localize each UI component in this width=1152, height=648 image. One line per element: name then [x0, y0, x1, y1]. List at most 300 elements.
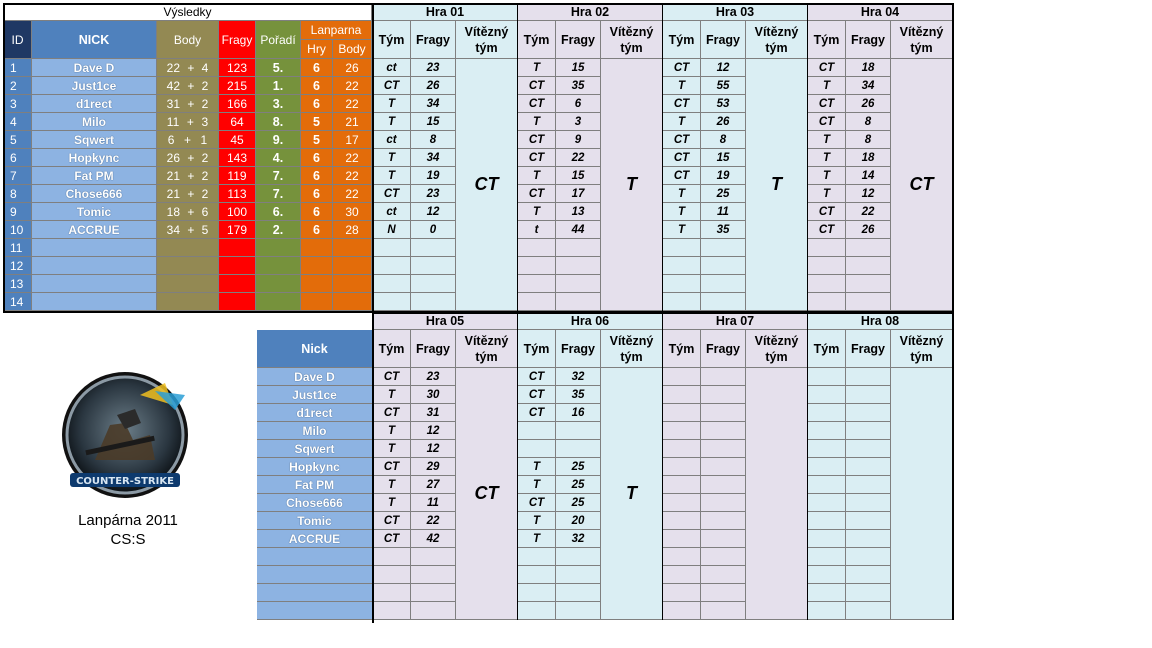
game-winner: CT [456, 368, 518, 620]
game-team-cell [808, 239, 846, 257]
game-team-cell: T [518, 476, 556, 494]
game-team-cell [663, 548, 701, 566]
row-poradi: 7. [256, 167, 301, 185]
row-body-b2: 3 [201, 114, 209, 129]
game-frags-cell [701, 566, 746, 584]
game-frags-cell: 30 [411, 386, 456, 404]
row-body [157, 149, 219, 167]
row-body-op: + [183, 132, 191, 147]
game-team-cell [663, 404, 701, 422]
game-team-cell [808, 368, 846, 386]
game-frags-cell [701, 584, 746, 602]
row-hry: 6 [301, 203, 333, 221]
game-team-cell [663, 602, 701, 620]
row-body [157, 131, 219, 149]
row-poradi [256, 239, 301, 257]
game-frags-cell: 44 [556, 221, 601, 239]
game-header-vitezny: Vítězný tým [746, 330, 808, 368]
game-frags-cell: 26 [411, 77, 456, 95]
game-team-cell [663, 386, 701, 404]
game-team-cell [373, 584, 411, 602]
game-header-vitezny: Vítězný tým [891, 21, 953, 59]
row-poradi [256, 275, 301, 293]
row-lanparna-body [333, 275, 372, 293]
game-frags-cell [701, 404, 746, 422]
row-body-b1: 42 [166, 78, 181, 93]
game-team-cell: CT [808, 95, 846, 113]
game-team-cell: T [373, 113, 411, 131]
row-poradi: 3. [256, 95, 301, 113]
row-fragy: 100 [219, 203, 256, 221]
row-id: 9 [4, 203, 32, 221]
game-winner: CT [891, 59, 953, 311]
game-header-tym: Tým [808, 330, 846, 368]
game-frags-cell [846, 440, 891, 458]
game-frags-cell: 15 [556, 59, 601, 77]
row-lanparna-body [333, 293, 372, 311]
game-frags-cell [411, 275, 456, 293]
game-team-cell: T [373, 494, 411, 512]
row-poradi [256, 293, 301, 311]
game-frags-cell: 8 [846, 131, 891, 149]
game-team-cell: CT [373, 512, 411, 530]
game-frags-cell [411, 257, 456, 275]
game-team-cell [808, 458, 846, 476]
game-team-cell [663, 566, 701, 584]
game-header-tym: Tým [373, 330, 411, 368]
game-frags-cell [411, 293, 456, 311]
bottom-nick-cell: ACCRUE [257, 530, 373, 548]
row-hry: 6 [301, 221, 333, 239]
row-nick: Hopkync [32, 149, 157, 167]
game-team-cell: T [518, 167, 556, 185]
game-team-cell [808, 257, 846, 275]
row-lanparna-body: 28 [333, 221, 372, 239]
row-body-op: + [187, 186, 195, 201]
game-header-fragy: Fragy [846, 330, 891, 368]
header-lanparna: Lanparna [301, 21, 372, 40]
game-frags-cell: 23 [411, 185, 456, 203]
svg-text:COUNTER-STRIKE: COUNTER-STRIKE [76, 476, 174, 487]
game-team-cell: T [663, 203, 701, 221]
game-team-cell [373, 566, 411, 584]
bottom-nick-cell: Sqwert [257, 440, 373, 458]
game-frags-cell [846, 293, 891, 311]
row-hry: 6 [301, 185, 333, 203]
row-poradi: 6. [256, 203, 301, 221]
game-frags-cell: 31 [411, 404, 456, 422]
game-team-cell [373, 602, 411, 620]
game-frags-cell [846, 368, 891, 386]
game-team-cell: CT [808, 113, 846, 131]
row-body [157, 77, 219, 95]
header-id: ID [4, 21, 32, 59]
row-hry: 6 [301, 167, 333, 185]
game-team-cell [808, 386, 846, 404]
game-team-cell [663, 275, 701, 293]
game-team-cell: N [373, 221, 411, 239]
game-frags-cell: 25 [556, 494, 601, 512]
game-frags-cell [846, 566, 891, 584]
game-team-cell: T [518, 512, 556, 530]
game-frags-cell: 55 [701, 77, 746, 95]
game-team-cell [663, 458, 701, 476]
row-id: 1 [4, 59, 32, 77]
game-team-cell [663, 476, 701, 494]
game-frags-cell [411, 548, 456, 566]
game-frags-cell [411, 602, 456, 620]
game-frags-cell [846, 530, 891, 548]
game-header-fragy: Fragy [411, 21, 456, 59]
row-poradi: 8. [256, 113, 301, 131]
row-body [157, 275, 219, 293]
row-poradi: 2. [256, 221, 301, 239]
row-id: 2 [4, 77, 32, 95]
row-id: 5 [4, 131, 32, 149]
game-frags-cell: 14 [846, 167, 891, 185]
row-body-b2: 2 [201, 168, 209, 183]
game-team-cell [373, 239, 411, 257]
game-frags-cell: 12 [846, 185, 891, 203]
game-header-vitezny: Vítězný tým [601, 330, 663, 368]
game-team-cell [518, 548, 556, 566]
game-frags-cell [701, 458, 746, 476]
row-body [157, 95, 219, 113]
row-lanparna-body: 22 [333, 95, 372, 113]
row-nick: Chose666 [32, 185, 157, 203]
game-frags-cell: 12 [411, 203, 456, 221]
row-nick: Sqwert [32, 131, 157, 149]
game-frags-cell [701, 422, 746, 440]
game-team-cell: ct [373, 131, 411, 149]
game-frags-cell: 18 [846, 59, 891, 77]
bottom-nick-cell [257, 548, 373, 566]
game-team-cell: T [518, 203, 556, 221]
game-frags-cell: 26 [846, 221, 891, 239]
game-header-fragy: Fragy [701, 330, 746, 368]
game-frags-cell: 29 [411, 458, 456, 476]
game-frags-cell: 13 [556, 203, 601, 221]
row-body-b2: 6 [201, 204, 209, 219]
game-winner: T [746, 59, 808, 311]
row-hry [301, 239, 333, 257]
game-frags-cell [846, 512, 891, 530]
game-frags-cell: 22 [411, 512, 456, 530]
game-frags-cell: 12 [411, 440, 456, 458]
game-title: Hra 02 [518, 4, 663, 21]
row-lanparna-body: 22 [333, 167, 372, 185]
row-poradi: 4. [256, 149, 301, 167]
row-nick: Fat PM [32, 167, 157, 185]
row-id: 12 [4, 257, 32, 275]
game-frags-cell: 8 [411, 131, 456, 149]
game-team-cell [518, 422, 556, 440]
game-team-cell [808, 602, 846, 620]
game-team-cell: CT [663, 167, 701, 185]
game-winner: T [601, 368, 663, 620]
game-frags-cell [701, 602, 746, 620]
game-team-cell: T [518, 458, 556, 476]
row-fragy: 113 [219, 185, 256, 203]
game-team-cell: CT [518, 386, 556, 404]
row-poradi: 5. [256, 59, 301, 77]
row-body-op: + [187, 204, 195, 219]
game-frags-cell [556, 548, 601, 566]
row-poradi: 7. [256, 185, 301, 203]
row-fragy: 45 [219, 131, 256, 149]
game-title: Hra 08 [808, 313, 953, 330]
game-team-cell [518, 440, 556, 458]
game-frags-cell [556, 422, 601, 440]
game-team-cell: CT [518, 368, 556, 386]
game-team-cell [518, 293, 556, 311]
row-id: 13 [4, 275, 32, 293]
game-team-cell: T [373, 95, 411, 113]
game-frags-cell: 23 [411, 59, 456, 77]
game-header-fragy: Fragy [846, 21, 891, 59]
game-frags-cell: 6 [556, 95, 601, 113]
row-id: 14 [4, 293, 32, 311]
game-team-cell [373, 257, 411, 275]
row-id: 6 [4, 149, 32, 167]
game-header-tym: Tým [663, 330, 701, 368]
game-frags-cell [846, 386, 891, 404]
row-body-op: + [187, 222, 195, 237]
row-fragy: 143 [219, 149, 256, 167]
row-body [157, 167, 219, 185]
row-hry: 6 [301, 95, 333, 113]
game-frags-cell [556, 440, 601, 458]
game-frags-cell [556, 239, 601, 257]
game-team-cell: t [518, 221, 556, 239]
bottom-nick-cell: d1rect [257, 404, 373, 422]
game-winner [746, 368, 808, 620]
row-body-b1: 21 [166, 186, 181, 201]
game-team-cell [518, 275, 556, 293]
game-team-cell: CT [373, 77, 411, 95]
game-team-cell: T [663, 113, 701, 131]
game-header-fragy: Fragy [556, 21, 601, 59]
row-nick: Dave D [32, 59, 157, 77]
game-frags-cell [556, 584, 601, 602]
row-body-b1: 31 [166, 96, 181, 111]
game-team-cell: CT [663, 131, 701, 149]
game-title: Hra 03 [663, 4, 808, 21]
game-frags-cell [701, 239, 746, 257]
game-team-cell [808, 476, 846, 494]
header-hry: Hry [301, 40, 333, 59]
row-hry: 6 [301, 149, 333, 167]
bottom-nick-cell [257, 602, 373, 620]
game-team-cell: CT [518, 95, 556, 113]
game-team-cell [373, 275, 411, 293]
game-team-cell: T [373, 167, 411, 185]
bottom-nick-cell: Milo [257, 422, 373, 440]
game-frags-cell: 34 [846, 77, 891, 95]
row-nick: Milo [32, 113, 157, 131]
game-winner: T [601, 59, 663, 311]
game-team-cell [808, 404, 846, 422]
game-team-cell: ct [373, 203, 411, 221]
section-divider [372, 312, 954, 314]
game-team-cell [808, 422, 846, 440]
game-frags-cell [411, 239, 456, 257]
game-frags-cell [846, 458, 891, 476]
game-frags-cell: 18 [846, 149, 891, 167]
game-header-vitezny: Vítězný tým [456, 21, 518, 59]
game-frags-cell: 35 [701, 221, 746, 239]
row-nick: ACCRUE [32, 221, 157, 239]
game-team-cell [663, 440, 701, 458]
game-team-cell: T [808, 77, 846, 95]
game-team-cell: T [518, 530, 556, 548]
game-frags-cell [846, 584, 891, 602]
game-frags-cell [701, 476, 746, 494]
row-fragy [219, 239, 256, 257]
header-lanparna-body: Body [333, 40, 372, 59]
bottom-nick-cell [257, 584, 373, 602]
game-frags-cell [556, 566, 601, 584]
game-frags-cell [701, 440, 746, 458]
game-frags-cell: 22 [556, 149, 601, 167]
game-frags-cell: 25 [556, 458, 601, 476]
game-frags-cell: 27 [411, 476, 456, 494]
row-body [157, 59, 219, 77]
game-team-cell: T [808, 185, 846, 203]
game-frags-cell [701, 530, 746, 548]
game-frags-cell: 16 [556, 404, 601, 422]
row-body-op: + [187, 96, 195, 111]
game-team-cell: T [663, 185, 701, 203]
row-body [157, 239, 219, 257]
row-body-b1: 18 [166, 204, 181, 219]
game-frags-cell: 32 [556, 530, 601, 548]
row-hry [301, 275, 333, 293]
row-lanparna-body: 21 [333, 113, 372, 131]
row-fragy: 123 [219, 59, 256, 77]
game-frags-cell [846, 404, 891, 422]
game-frags-cell: 34 [411, 149, 456, 167]
game-divider [372, 313, 374, 623]
game-team-cell: CT [518, 185, 556, 203]
row-id: 4 [4, 113, 32, 131]
game-frags-cell [701, 494, 746, 512]
game-frags-cell [556, 602, 601, 620]
game-team-cell [663, 584, 701, 602]
bottom-nick-cell: Just1ce [257, 386, 373, 404]
game-header-tym: Tým [373, 21, 411, 59]
game-header-vitezny: Vítězný tým [601, 21, 663, 59]
game-frags-cell: 3 [556, 113, 601, 131]
counter-strike-logo [55, 365, 205, 505]
game-frags-cell [556, 275, 601, 293]
row-body-op: + [187, 78, 195, 93]
row-poradi: 1. [256, 77, 301, 95]
game-title: Hra 06 [518, 313, 663, 330]
game-frags-cell: 0 [411, 221, 456, 239]
game-frags-cell [846, 548, 891, 566]
game-frags-cell: 20 [556, 512, 601, 530]
game-team-cell [808, 293, 846, 311]
game-team-cell: CT [663, 95, 701, 113]
game-team-cell [663, 368, 701, 386]
game-team-cell [663, 422, 701, 440]
game-frags-cell [846, 422, 891, 440]
game-title: Hra 07 [663, 313, 808, 330]
bottom-nick-header: Nick [257, 330, 373, 368]
game-team-cell: T [518, 59, 556, 77]
row-fragy: 179 [219, 221, 256, 239]
row-lanparna-body [333, 239, 372, 257]
row-nick [32, 239, 157, 257]
row-fragy [219, 293, 256, 311]
row-body [157, 113, 219, 131]
game-team-cell [663, 530, 701, 548]
game-frags-cell [556, 257, 601, 275]
game-team-cell [518, 566, 556, 584]
game-team-cell: CT [518, 131, 556, 149]
header-fragy: Fragy [219, 21, 256, 59]
row-hry [301, 257, 333, 275]
row-lanparna-body: 26 [333, 59, 372, 77]
row-body-b1: 26 [166, 150, 181, 165]
game-header-vitezny: Vítězný tým [891, 330, 953, 368]
game-frags-cell [846, 239, 891, 257]
game-team-cell [663, 257, 701, 275]
game-team-cell: T [373, 386, 411, 404]
game-team-cell: CT [518, 149, 556, 167]
game-frags-cell [701, 386, 746, 404]
game-team-cell [808, 530, 846, 548]
game-frags-cell: 35 [556, 386, 601, 404]
game-team-cell [808, 440, 846, 458]
game-frags-cell: 22 [846, 203, 891, 221]
game-frags-cell: 15 [556, 167, 601, 185]
row-hry: 5 [301, 131, 333, 149]
game-frags-cell: 25 [701, 185, 746, 203]
header-nick: NICK [32, 21, 157, 59]
game-frags-cell: 8 [846, 113, 891, 131]
game-team-cell: ct [373, 59, 411, 77]
results-title: Výsledky [4, 4, 372, 21]
row-lanparna-body: 22 [333, 149, 372, 167]
game-team-cell: CT [373, 368, 411, 386]
row-id: 11 [4, 239, 32, 257]
bottom-nick-cell [257, 566, 373, 584]
row-body-b1: 6 [167, 132, 175, 147]
bottom-nick-cell: Fat PM [257, 476, 373, 494]
game-team-cell [808, 512, 846, 530]
game-frags-cell: 23 [411, 368, 456, 386]
game-team-cell: CT [373, 404, 411, 422]
row-body-b1: 34 [166, 222, 181, 237]
game-frags-cell: 15 [701, 149, 746, 167]
bottom-nick-cell: Chose666 [257, 494, 373, 512]
caption-title: Lanpárna 2011 [78, 512, 178, 529]
game-winner: CT [456, 59, 518, 311]
game-team-cell [518, 257, 556, 275]
game-frags-cell [846, 494, 891, 512]
row-id: 8 [4, 185, 32, 203]
row-body-b2: 4 [201, 60, 209, 75]
bottom-nick-cell: Hopkync [257, 458, 373, 476]
row-hry: 6 [301, 77, 333, 95]
game-frags-cell: 11 [701, 203, 746, 221]
game-team-cell [373, 548, 411, 566]
row-poradi [256, 257, 301, 275]
game-team-cell [808, 566, 846, 584]
game-frags-cell: 15 [411, 113, 456, 131]
